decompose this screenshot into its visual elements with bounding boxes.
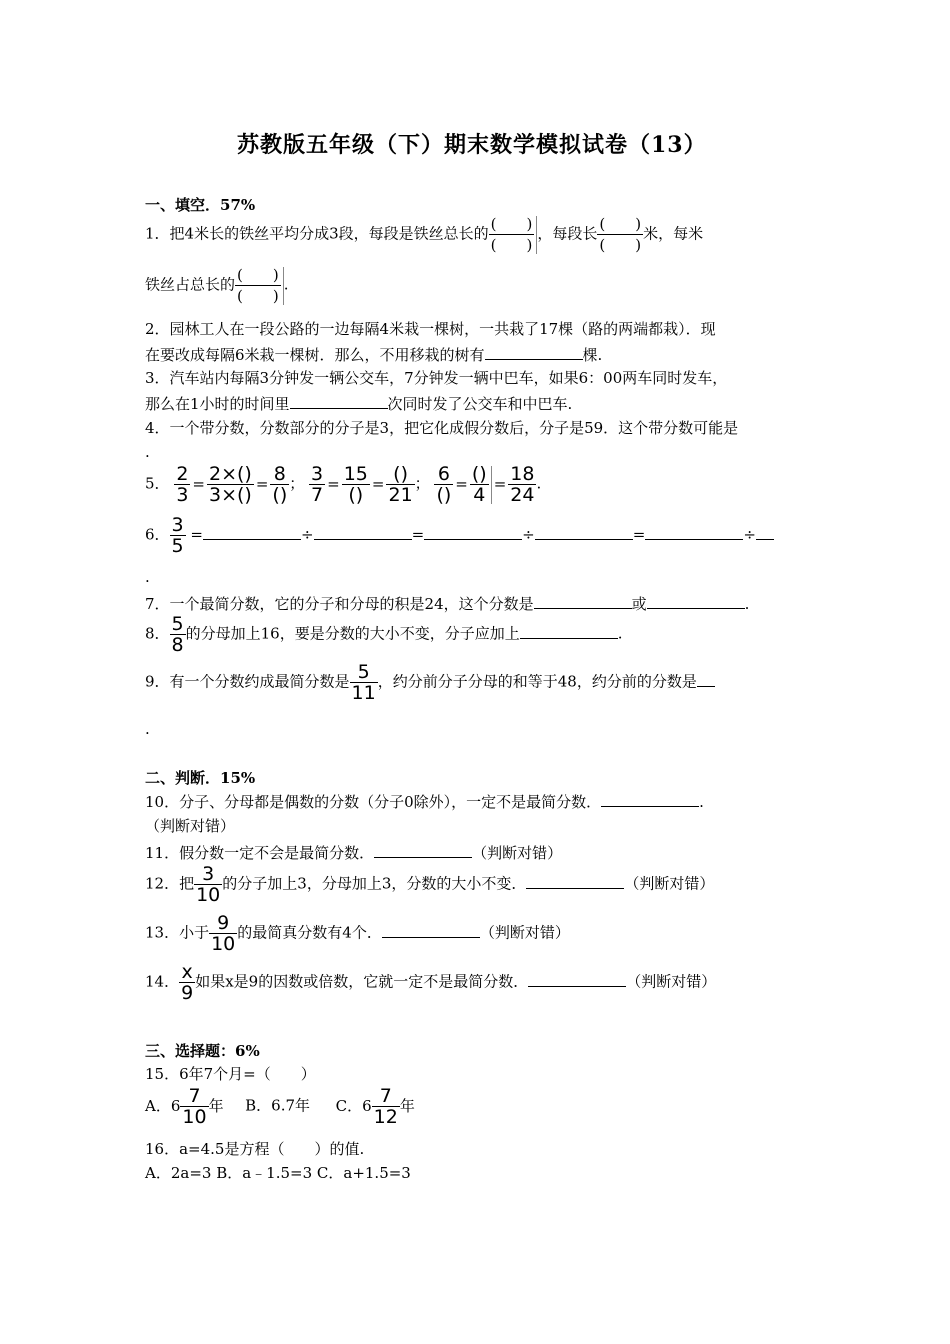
fraction[interactable]: $\frac{8}{()}$ bbox=[272, 463, 288, 506]
q1-text-a: 1．把4米长的铁丝平均分成3段，每段是铁丝总长的 bbox=[145, 224, 489, 243]
answer-blank[interactable] bbox=[203, 523, 301, 540]
q1-text-c: 米，每米 bbox=[643, 224, 704, 243]
question-16-stem: 16．a=4.5是方程（ ）的值. bbox=[145, 1140, 365, 1158]
question-11 bbox=[145, 841, 562, 864]
q11-text-b: （判断对错） bbox=[472, 844, 563, 862]
fraction: $\frac{x}{9}$ bbox=[181, 961, 194, 1004]
fraction[interactable]: $\frac{()}{21}$ bbox=[388, 463, 413, 506]
q13-text-a: 13．小于 bbox=[145, 923, 210, 942]
q11-text-a: 11．假分数一定不会是最简分数． bbox=[145, 844, 375, 862]
fraction[interactable]: $\frac{6}{()}$ bbox=[436, 463, 452, 506]
fraction: $\frac{9}{10}$ bbox=[211, 912, 236, 955]
fraction: $\frac{18}{24}$ bbox=[510, 463, 535, 506]
q8-number: 8． bbox=[145, 624, 170, 643]
question-2-line-2 bbox=[145, 343, 602, 366]
q9-text-b: ，约分前分子分母的和等于48，约分前的分数是 bbox=[377, 672, 697, 691]
fraction[interactable]: $\frac{()}{4}$ bbox=[471, 463, 487, 506]
answer-blank[interactable] bbox=[290, 392, 388, 409]
q10-text-b: . bbox=[699, 793, 704, 811]
option-c[interactable]: C．6 $\frac{7}{12}$ 年 bbox=[335, 1085, 415, 1128]
q7-text-a: 7．一个最简分数，它的分子和分母的积是24，这个分数是 bbox=[145, 595, 534, 613]
q5-number: 5． bbox=[145, 474, 170, 493]
question-1-line-1 bbox=[145, 214, 703, 255]
page-title: 苏教版五年级（下）期末数学模拟试卷（13） bbox=[237, 132, 707, 158]
q2-text-a: 在要改成每隔6米栽一棵树．那么，不用移栽的树有 bbox=[145, 346, 485, 364]
option-a[interactable]: A．6 $\frac{7}{10}$ 年 bbox=[145, 1085, 224, 1128]
question-10 bbox=[145, 790, 704, 813]
answer-blank[interactable] bbox=[485, 343, 583, 360]
answer-blank[interactable] bbox=[314, 523, 412, 540]
question-15-stem: 15．6年7个月=（ ） bbox=[145, 1065, 316, 1083]
q1-text-d: 铁丝占总长的 bbox=[145, 275, 236, 294]
answer-blank[interactable] bbox=[520, 622, 618, 639]
answer-blank[interactable] bbox=[526, 872, 624, 889]
q10-text-a: 10．分子、分母都是偶数的分数（分子0除外），一定不是最简分数． bbox=[145, 793, 602, 811]
q6-number: 6． bbox=[145, 525, 170, 544]
q12-text-c: （判断对错） bbox=[624, 874, 715, 893]
q14-text-a: 14． bbox=[145, 972, 180, 991]
answer-blank[interactable] bbox=[601, 790, 699, 807]
q9-text-a: 9．有一个分数约成最简分数是 bbox=[145, 672, 350, 691]
option-b[interactable]: B．6.7年 bbox=[245, 1096, 311, 1115]
q2-text-b: 棵. bbox=[582, 346, 603, 364]
question-16-options[interactable]: A．2a=3 B．a﹣1.5=3 C．a+1.5=3 bbox=[145, 1164, 411, 1182]
answer-blank[interactable] bbox=[645, 523, 743, 540]
fraction: $\frac{2}{3}$ bbox=[176, 463, 189, 506]
q8-text-b: . bbox=[617, 624, 623, 643]
fraction: $\frac{3}{10}$ bbox=[196, 863, 221, 906]
question-5: 5． $\frac{2}{3}$ = $\frac{2\times()}{3\times()}$ = $\frac{8}{()}$ ； $\frac{3}{7}$ = $\frac{15}{()}$ = $\frac{()}{21}$ ； $\frac{6}{()}$ = $\frac{()}{4}$ = $\frac{18}{24}$ . bbox=[145, 463, 542, 506]
fraction[interactable]: $\frac{2\times()}{3\times()}$ bbox=[209, 463, 252, 506]
question-8 bbox=[145, 614, 623, 655]
q12-text-a: 12．把 bbox=[145, 874, 195, 893]
question-2-line-1: 2．园林工人在一段公路的一边每隔4米栽一棵树，一共栽了17棵（路的两端都栽）．现 bbox=[145, 320, 716, 338]
q3-text-a: 那么在1小时的时间里 bbox=[145, 395, 290, 413]
question-7 bbox=[145, 592, 749, 615]
q12-text-b: 的分子加上3，分母加上3，分数的大小不变． bbox=[222, 874, 527, 893]
answer-blank[interactable] bbox=[374, 841, 472, 858]
fraction[interactable]: $\frac{15}{()}$ bbox=[343, 463, 368, 506]
fraction: $\frac{5}{11}$ bbox=[351, 661, 376, 704]
q8-text-a: 的分母加上16，要是分数的大小不变，分子应加上 bbox=[185, 624, 520, 643]
q7-text-c: . bbox=[744, 595, 750, 613]
q13-text-c: （判断对错） bbox=[479, 923, 570, 942]
q13-text-b: 的最简真分数有4个． bbox=[237, 923, 382, 942]
answer-blank[interactable] bbox=[535, 523, 633, 540]
q7-text-b: 或 bbox=[631, 595, 647, 613]
question-13 bbox=[145, 913, 570, 954]
question-12 bbox=[145, 864, 714, 905]
answer-fraction-blank[interactable]: $\frac{( )}{( )}$ bbox=[599, 215, 642, 254]
answer-blank[interactable] bbox=[756, 523, 774, 540]
question-15-options bbox=[145, 1086, 415, 1127]
question-6: 6． $\frac{3}{5}$ = ÷ = ÷ = ÷ bbox=[145, 515, 774, 556]
question-10-line-2: （判断对错） bbox=[145, 817, 236, 835]
question-4-line-1: 4．一个带分数，分数部分的分子是3，把它化成假分数后，分子是59．这个带分数可能是 bbox=[145, 419, 739, 437]
q3-text-b: 次同时发了公交车和中巴车. bbox=[387, 395, 573, 413]
answer-fraction-blank[interactable]: $\frac{( )}{( )}$ bbox=[490, 215, 533, 254]
fraction: $\frac{3}{7}$ bbox=[311, 463, 324, 506]
question-1-line-2 bbox=[145, 265, 289, 306]
answer-blank[interactable] bbox=[382, 921, 480, 938]
question-9-line-2: . bbox=[145, 720, 150, 738]
section-heading-true-false: 二、判断．15% bbox=[145, 769, 256, 787]
fraction: $\frac{3}{5}$ bbox=[171, 514, 184, 557]
question-3-line-2 bbox=[145, 392, 572, 415]
question-9 bbox=[145, 662, 715, 703]
question-14 bbox=[145, 962, 716, 1003]
answer-blank[interactable] bbox=[528, 970, 626, 987]
answer-blank[interactable] bbox=[534, 592, 632, 609]
answer-fraction-blank[interactable]: $\frac{( )}{( )}$ bbox=[237, 266, 279, 305]
question-4-line-2: . bbox=[145, 443, 150, 461]
question-3-line-1: 3．汽车站内每隔3分钟发一辆公交车，7分钟发一辆中巴车，如果6：00两车同时发车， bbox=[145, 369, 728, 387]
question-6-line-2: . bbox=[145, 568, 150, 586]
q14-text-b: 如果x是9的因数或倍数，它就一定不是最简分数． bbox=[195, 972, 529, 991]
answer-blank[interactable] bbox=[424, 523, 522, 540]
q1-text-e: . bbox=[283, 275, 289, 294]
section-heading-fill-blank: 一、填空．57% bbox=[145, 196, 256, 214]
section-heading-multiple-choice: 三、选择题：6% bbox=[145, 1042, 260, 1060]
q14-text-c: （判断对错） bbox=[626, 972, 717, 991]
answer-blank[interactable] bbox=[647, 592, 745, 609]
q1-text-b: ，每段长 bbox=[537, 224, 598, 243]
answer-blank[interactable] bbox=[697, 670, 715, 687]
fraction: $\frac{5}{8}$ bbox=[171, 613, 184, 656]
